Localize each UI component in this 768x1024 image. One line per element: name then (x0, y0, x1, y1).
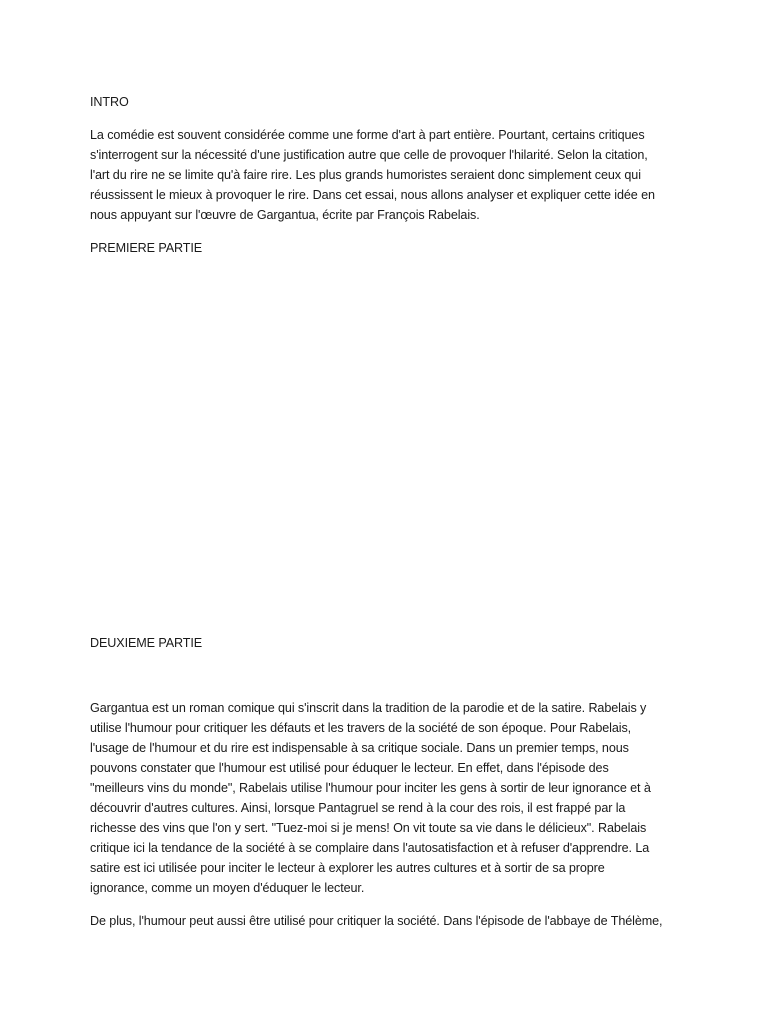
intro-paragraph (90, 125, 680, 225)
text-line: "meilleurs vins du monde", Rabelais utilise l'humour pour inciter les gens à sortir de leur ignorance et à (90, 781, 651, 795)
text-line: pouvons constater que l'humour est utilisé pour éduquer le lecteur. En effet, dans l'épisode des (90, 761, 609, 775)
text-line: satire est ici utilisée pour inciter le lecteur à explorer les autres cultures et à sortir de sa propre (90, 861, 605, 875)
text-line: nous appuyant sur l'œuvre de Gargantua, écrite par François Rabelais. (90, 208, 480, 222)
text-line: De plus, l'humour peut aussi être utilisé pour critiquer la société. Dans l'épisode de l'abbaye de Thélème, (90, 914, 663, 928)
part2-paragraph-2 (90, 911, 680, 931)
text-line: utilise l'humour pour critiquer les défauts et les travers de la société de son époque. Pour Rabelais, (90, 721, 632, 735)
text-line: La comédie est souvent considérée comme une forme d'art à part entière. Pourtant, certains critiques (90, 128, 645, 142)
text-line: réussissent le mieux à provoquer le rire. Dans cet essai, nous allons analyser et expliquer cette idée en (90, 188, 655, 202)
text-line: l'usage de l'humour et du rire est indispensable à sa critique sociale. Dans un premier temps, nous (90, 741, 629, 755)
text-line: l'art du rire ne se limite qu'à faire rire. Les plus grands humoristes seraient donc simplement ceux qui (90, 168, 641, 182)
text-line: s'interrogent sur la nécessité d'une justification autre que celle de provoquer l'hilarité. Selon la citation, (90, 148, 648, 162)
intro-heading: INTRO (90, 95, 129, 109)
text-line: richesse des vins que l'on y sert. "Tuez-moi si je mens! On vit toute sa vie dans le délicieux". Rabelais (90, 821, 647, 835)
text-line: critique ici la tendance de la société à se complaire dans l'autosatisfaction et à refuser d'apprendre. La (90, 841, 650, 855)
part2-paragraph-1 (90, 698, 680, 898)
text-line: ignorance, comme un moyen d'éduquer le lecteur. (90, 881, 365, 895)
part2-heading: DEUXIEME PARTIE (90, 636, 203, 650)
text-line: découvrir d'autres cultures. Ainsi, lorsque Pantagruel se rend à la cour des rois, il est frappé par la (90, 801, 626, 815)
text-line: Gargantua est un roman comique qui s'inscrit dans la tradition de la parodie et de la satire. Rabelais y (90, 701, 647, 715)
part1-heading: PREMIERE PARTIE (90, 241, 203, 255)
